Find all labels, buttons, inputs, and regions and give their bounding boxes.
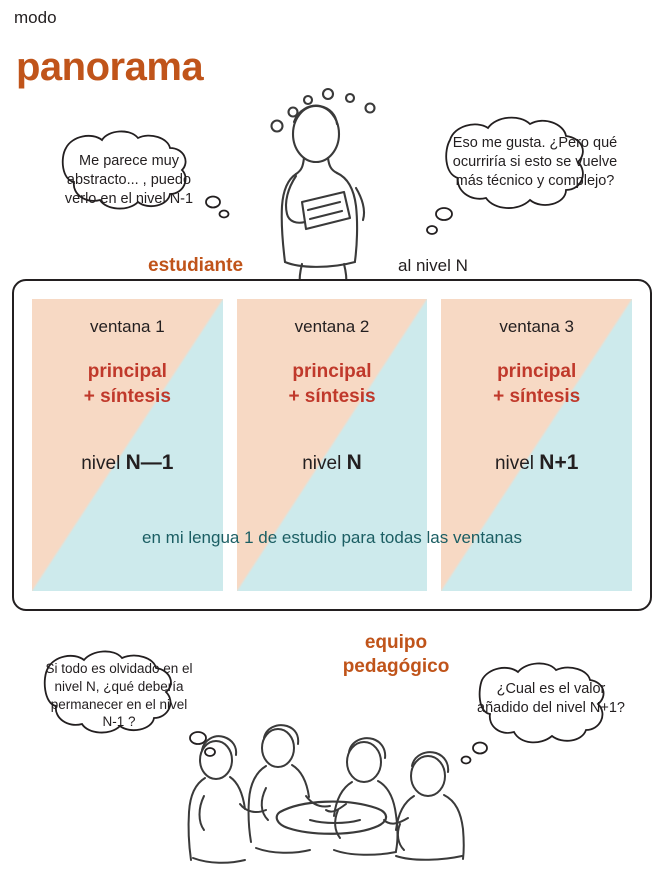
label-role-student-level: al nivel N <box>398 256 468 275</box>
window-content <box>32 359 223 409</box>
label-role-team-line2: pedagógico <box>342 656 450 678</box>
language-note: en mi lengua 1 de estudio para todas las ventanas <box>142 528 522 547</box>
window-content-line1: principal <box>292 361 372 382</box>
window-level-value: N <box>346 451 362 474</box>
label-role-student: estudiante <box>148 255 244 276</box>
window-title: ventana 2 <box>294 317 370 336</box>
thought-bubble-student-left <box>30 128 226 238</box>
window-content-line2: + síntesis <box>493 386 581 408</box>
mode-label: modo <box>14 8 57 27</box>
window-level-value: N+1 <box>539 451 579 474</box>
thought-bubble-team-left-text: Si todo es olvidado en el nivel N, ¿qué debería permanecer en el nivel N-1 ? <box>45 661 193 730</box>
windows-panel <box>12 279 652 611</box>
window-level <box>237 451 428 475</box>
thought-bubble-student-right-text: Eso me gusta. ¿Pero qué ocurriría si esto se vuelve más técnico y complejo? <box>452 135 618 190</box>
label-role-team-line1: equipo <box>364 632 428 653</box>
window-level <box>441 451 632 475</box>
window-level-value: N—1 <box>125 451 174 474</box>
window-content-line2: + síntesis <box>288 386 376 408</box>
team-discussion-icon <box>160 700 490 868</box>
thought-bubble-student-left-text: Me parece muy abstracto... , puedo verlo en el nivel N-1 <box>64 153 194 208</box>
window-level <box>32 451 223 475</box>
window-content-line1: principal <box>87 361 167 382</box>
window-level-prefix: nivel <box>81 453 121 474</box>
window-level-prefix: nivel <box>302 453 342 474</box>
thought-bubble-team-right-text: ¿Cual es el valor añadido del nivel N+1? <box>477 681 625 717</box>
window-title: ventana 3 <box>499 317 575 336</box>
window-title: ventana 1 <box>89 317 165 336</box>
window-content <box>237 359 428 409</box>
page-title: panorama <box>16 45 204 89</box>
window-content-line1: principal <box>497 361 577 382</box>
window-content <box>441 359 632 409</box>
window-level-prefix: nivel <box>494 453 535 474</box>
thought-bubble-student-right <box>420 110 648 246</box>
student-figure-icon <box>224 86 414 286</box>
window-content-line2: + síntesis <box>83 386 171 408</box>
